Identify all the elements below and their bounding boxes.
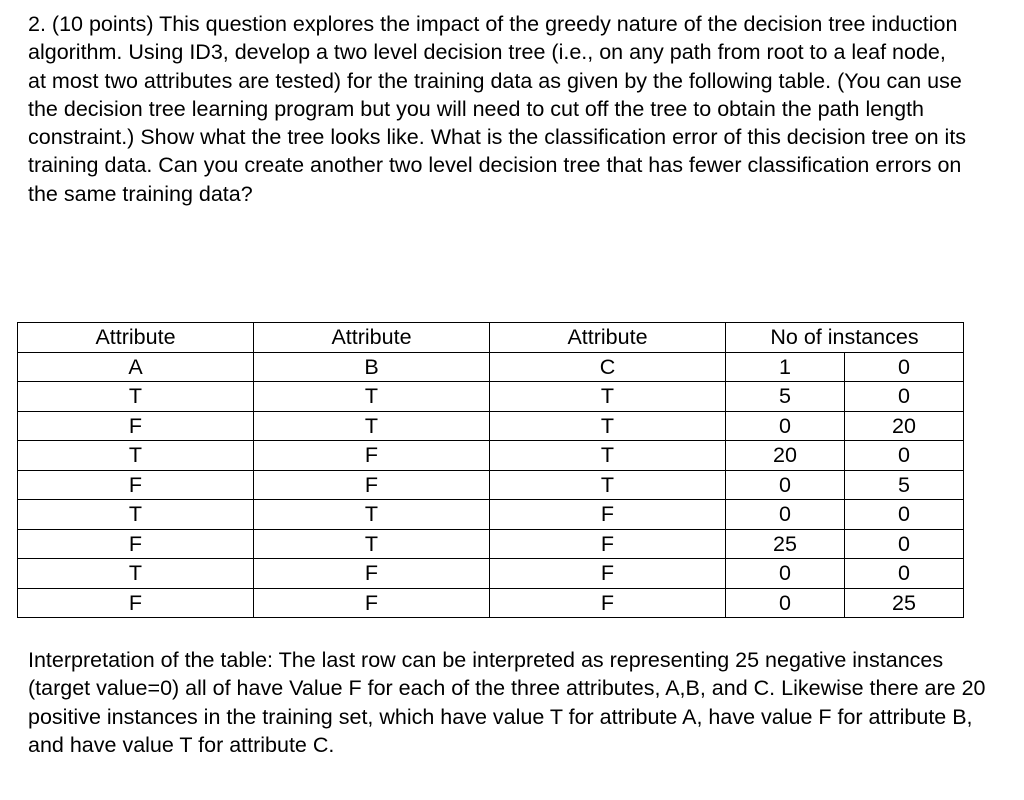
cell-b: F [254,441,490,471]
cell-a: F [18,411,254,441]
header-attribute-a: Attribute [18,323,254,353]
cell-a: F [18,529,254,559]
cell-a: T [18,441,254,471]
subheader-b: B [254,352,490,382]
subheader-a: A [18,352,254,382]
cell-count-1: 0 [726,500,845,530]
training-data-table [17,322,964,618]
table-row [18,500,964,530]
cell-c: T [490,382,726,412]
cell-count-0: 0 [845,500,964,530]
cell-b: T [254,411,490,441]
cell-c: F [490,588,726,618]
table-row [18,441,964,471]
subheader-c: C [490,352,726,382]
header-attribute-c: Attribute [490,323,726,353]
cell-a: T [18,559,254,589]
table-row [18,559,964,589]
cell-b: T [254,500,490,530]
cell-count-0: 0 [845,382,964,412]
cell-a: T [18,382,254,412]
cell-count-1: 5 [726,382,845,412]
cell-count-0: 0 [845,559,964,589]
cell-c: T [490,470,726,500]
table-row [18,529,964,559]
subheader-class-1: 1 [726,352,845,382]
cell-count-0: 20 [845,411,964,441]
table-subheader-row [18,352,964,382]
cell-c: F [490,500,726,530]
table-row [18,588,964,618]
cell-count-0: 5 [845,470,964,500]
cell-c: T [490,441,726,471]
question-text: 2. (10 points) This question explores the impact of the greedy nature of the decision tree induction algorithm. Using ID3, develop a two level decision tree (i.e., on any path from root to a leaf node, at most two attributes are tested) for the training data as given by the following table. (You can use the decision tree learning program but you will need to cut off the tree to obtain the path length constraint.) Show what the tree looks like. What is the classification error of this decision tree on its training data. Can you create another two level decision tree that has fewer classification errors on the same training data? [28,12,967,206]
cell-count-0: 0 [845,529,964,559]
cell-a: T [18,500,254,530]
cell-count-1: 25 [726,529,845,559]
cell-b: F [254,559,490,589]
subheader-class-0: 0 [845,352,964,382]
table-header-row [18,323,964,353]
cell-count-1: 20 [726,441,845,471]
cell-count-0: 0 [845,441,964,471]
table-row [18,382,964,412]
cell-b: T [254,382,490,412]
interpretation-text: Interpretation of the table: The last row can be interpreted as representing 25 negative instances (target value=0) all of have Value F for each of the three attributes, A,B, and C. Likewise there are 20 positive instances in the training set, which have value T for attribute A, have value F for attribute B, and have value T for attribute C. [28,648,986,758]
cell-count-0: 25 [845,588,964,618]
cell-c: F [490,529,726,559]
cell-a: F [18,588,254,618]
cell-count-1: 0 [726,470,845,500]
cell-a: F [18,470,254,500]
table-row [18,470,964,500]
header-no-of-instances: No of instances [726,323,964,353]
cell-count-1: 0 [726,559,845,589]
cell-count-1: 0 [726,588,845,618]
cell-b: T [254,529,490,559]
table-body [18,352,964,618]
header-attribute-b: Attribute [254,323,490,353]
cell-count-1: 0 [726,411,845,441]
cell-c: T [490,411,726,441]
cell-b: F [254,588,490,618]
cell-c: F [490,559,726,589]
table-row [18,411,964,441]
cell-b: F [254,470,490,500]
